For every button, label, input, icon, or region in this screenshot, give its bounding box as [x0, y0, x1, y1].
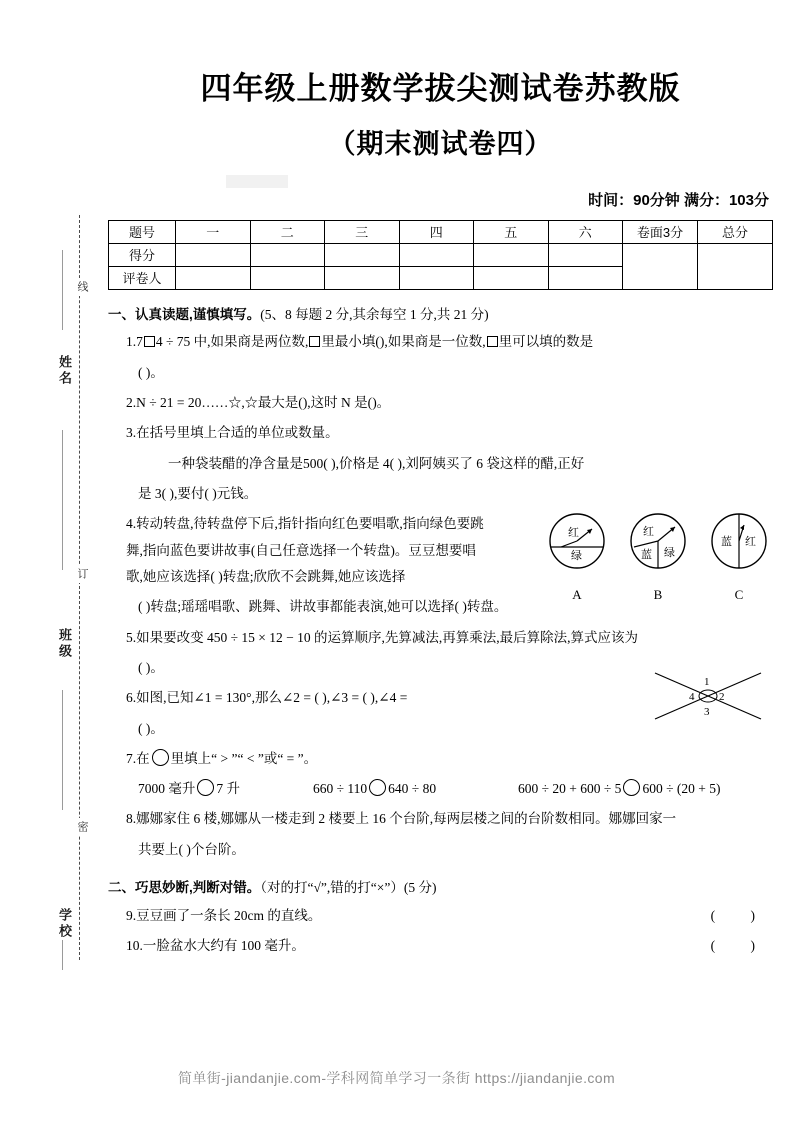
spinner-a-icon	[547, 511, 607, 571]
question-7-comparisons	[108, 776, 773, 802]
question-1-number: 1.	[126, 334, 137, 350]
comparison-2	[518, 776, 720, 802]
score-cell: 二	[250, 220, 325, 243]
seal-rule-3	[62, 690, 63, 810]
score-cell[interactable]	[548, 266, 623, 289]
fill-circle-icon[interactable]	[197, 779, 214, 796]
table-row	[109, 220, 773, 243]
question-4-line1: 转动转盘,待转盘停下后,指针指向红色要唱歌,指向绿色要跳	[136, 516, 484, 532]
comparison-1-right: 640 ÷ 80	[388, 781, 437, 797]
question-1-text-c: 里最小填(	[321, 334, 380, 350]
question-8-line1: 娜娜家住 6 楼,娜娜从一楼走到 2 楼要上 16 个台阶,每两层楼之间的台阶数相同。娜娜回家一	[136, 811, 677, 827]
score-header-cover: 卷面3分	[623, 220, 698, 243]
question-4-number: 4.	[126, 516, 137, 532]
question-5-line2[interactable]: ( )。	[138, 659, 164, 675]
spinner-c-icon	[709, 511, 769, 571]
angle-label-1: 1	[704, 676, 710, 689]
score-cell[interactable]	[548, 243, 623, 266]
spinner-a-label: A	[572, 586, 582, 602]
question-6-number: 6.	[126, 690, 137, 706]
score-cell: 六	[548, 220, 623, 243]
question-3-title: 在括号里填上合适的单位或数量。	[136, 425, 339, 441]
score-cell: 三	[325, 220, 400, 243]
question-6-line1[interactable]: 如图,已知∠1 = 130°,那么∠2 = ( ),∠3 = ( ),∠4 =	[136, 690, 408, 706]
field-label-class: 班级	[57, 628, 72, 660]
question-8-number: 8.	[126, 811, 137, 827]
fill-circle-icon[interactable]	[623, 779, 640, 796]
star-icon: ☆	[244, 395, 258, 411]
faded-watermark	[226, 175, 288, 188]
question-3-line3[interactable]: 是 3( ),要付( )元钱。	[138, 486, 258, 501]
score-cell[interactable]	[176, 243, 251, 266]
spinner-b-label: B	[653, 586, 663, 602]
question-2-text-b: ,	[241, 395, 245, 411]
comparison-2-left: 600 ÷ 20 + 600 ÷ 5	[518, 781, 622, 797]
score-cell[interactable]	[399, 243, 474, 266]
score-cell-total[interactable]	[698, 243, 773, 289]
table-row	[109, 243, 773, 266]
fill-box-icon[interactable]	[309, 336, 320, 347]
score-cell[interactable]	[250, 243, 325, 266]
score-cell[interactable]	[474, 266, 549, 289]
fill-box-icon[interactable]	[487, 336, 498, 347]
question-6	[108, 676, 773, 719]
comparison-0	[138, 776, 313, 802]
spinner-b	[624, 511, 692, 607]
fill-circle-icon[interactable]	[152, 749, 169, 766]
seal-rule-2	[62, 430, 63, 570]
spinner-a-sector-0: 红	[568, 527, 579, 540]
spinner-c-label: C	[734, 586, 744, 602]
seal-word-line: 线	[70, 278, 90, 296]
exam-meta: 时间：90分钟 满分：103分	[588, 191, 769, 209]
seal-word-bind: 订	[70, 565, 90, 583]
page-subtitle: （期末测试卷四）	[328, 128, 553, 159]
question-10-text: 一脸盆水大约有 100 毫升。	[142, 937, 305, 953]
question-5-line1: 如果要改变 450 ÷ 15 × 12 − 10 的运算顺序,先算减法,再算乘法,最后算除法,算式应该为	[136, 629, 639, 645]
question-1-line2[interactable]: ( )。	[138, 364, 164, 380]
section-one-heading	[108, 304, 773, 326]
question-2	[108, 390, 773, 416]
question-1-text-a: 7	[136, 334, 143, 350]
score-cell[interactable]	[176, 266, 251, 289]
angle-label-2: 2	[719, 691, 725, 704]
spinner-a	[543, 511, 611, 607]
score-row-label: 得分	[109, 243, 176, 266]
section-one-points: (5、8 每题 2 分,其余每空 1 分,共 21 分)	[260, 306, 489, 322]
seal-dashed-line	[79, 215, 80, 960]
question-7-number: 7.	[126, 750, 137, 766]
score-row-label: 评卷人	[109, 266, 176, 289]
question-2-text-a: N ÷ 21 = 20……	[136, 395, 229, 411]
spinner-b-icon	[628, 511, 688, 571]
angle-label-4: 4	[689, 691, 695, 704]
field-label-school: 学校	[57, 908, 72, 940]
seal-rule-1	[62, 250, 63, 330]
question-1-text-d: ),如果商是一位数,	[379, 334, 486, 350]
question-7-title-a: 在	[136, 750, 150, 766]
score-cell-cover[interactable]	[623, 243, 698, 289]
question-10-answer-blank[interactable]: ( )	[710, 937, 771, 953]
spinner-b-sector-1: 蓝	[641, 549, 652, 562]
section-two-heading	[108, 877, 773, 899]
page-title: 四年级上册数学拔尖测试卷苏教版	[200, 71, 681, 106]
question-1	[108, 329, 773, 355]
spinner-b-sector-0: 红	[643, 526, 654, 539]
score-row-label: 题号	[109, 220, 176, 243]
score-cell: 四	[399, 220, 474, 243]
score-cell[interactable]	[399, 266, 474, 289]
section-two-title: 二、巧思妙断,判断对错。	[108, 880, 261, 896]
spinner-c	[705, 511, 773, 607]
fill-circle-icon[interactable]	[369, 779, 386, 796]
question-5-number: 5.	[126, 629, 137, 645]
comparison-1	[313, 776, 518, 802]
field-label-name: 姓名	[57, 355, 72, 387]
question-9-number: 9.	[126, 907, 137, 923]
section-two-points: （对的打“√”,错的打“×”）(5 分)	[260, 880, 437, 896]
comparison-2-right: 600 ÷ (20 + 5)	[642, 781, 721, 797]
score-cell[interactable]	[250, 266, 325, 289]
question-4-text	[126, 511, 546, 590]
question-2-text-d: ),这时 N 是(	[302, 395, 373, 411]
footer-watermark: 简单街-jiandanjie.com-学科网简单学习一条街 https://jiandanjie.com	[177, 1070, 616, 1086]
seal-word-secret: 密	[70, 818, 90, 836]
score-cell: 一	[176, 220, 251, 243]
question-9-text: 豆豆画了一条长 20cm 的直线。	[136, 907, 322, 923]
score-cell: 五	[474, 220, 549, 243]
section-one-title: 一、认真读题,谨慎填写。	[108, 306, 261, 322]
question-10-number: 10.	[126, 937, 143, 953]
question-7-title-b: 里填上“ > ”“ < ”或“ = ”。	[170, 750, 318, 766]
question-2-text-c: 最大是(	[257, 395, 303, 411]
spinner-c-sector-0: 蓝	[721, 536, 732, 549]
question-3-number: 3.	[126, 425, 137, 441]
question-1-text-e: 里可以填的数是	[498, 334, 594, 350]
spinner-figures	[543, 511, 773, 607]
question-8	[108, 806, 773, 832]
question-3	[108, 420, 773, 446]
question-7	[108, 746, 773, 772]
seal-rule-4	[62, 940, 63, 970]
comparison-0-left: 7000 毫升	[138, 781, 196, 797]
question-2-text-e: )。	[372, 395, 391, 411]
score-cell[interactable]	[325, 243, 400, 266]
score-header-total: 总分	[698, 220, 773, 243]
question-4-line4[interactable]: ( )转盘;瑶瑶唱歌、跳舞、讲故事都能表演,她可以选择( )转盘。	[138, 599, 508, 615]
question-4-line3[interactable]: 歌,她应该选择( )转盘;欣欣不会跳舞,她应该选择	[126, 568, 406, 584]
spinner-b-sector-2: 绿	[664, 547, 675, 560]
question-8-line2[interactable]: 共要上( )个台阶。	[138, 841, 245, 857]
question-4	[108, 511, 773, 602]
score-cell[interactable]	[325, 266, 400, 289]
exam-page	[108, 0, 773, 1122]
question-9	[108, 903, 773, 929]
question-4-line2: 舞,指向蓝色要讲故事(自己任意选择一个转盘)。豆豆想要唱	[126, 542, 476, 558]
seal-margin	[0, 0, 100, 1122]
fill-box-icon[interactable]	[144, 336, 155, 347]
question-5	[108, 625, 773, 651]
angle-label-3: 3	[704, 706, 710, 719]
comparison-1-left: 660 ÷ 110	[313, 781, 368, 797]
question-6-line2[interactable]: ( )。	[138, 720, 164, 736]
spinner-a-sector-1: 绿	[571, 550, 582, 563]
star-icon: ☆	[228, 395, 242, 411]
question-9-answer-blank[interactable]: ( )	[710, 907, 771, 923]
question-3-line2[interactable]: 一种袋装醋的净含量是500( ),价格是 4( ),刘阿姨买了 6 袋这样的醋,正好	[168, 455, 585, 471]
question-2-number: 2.	[126, 395, 137, 411]
score-table	[108, 220, 773, 290]
spinner-c-sector-1: 红	[745, 536, 756, 549]
question-10	[108, 933, 773, 959]
question-1-text-b: 4 ÷ 75 中,如果商是两位数,	[155, 334, 309, 350]
comparison-0-right: 7 升	[216, 781, 240, 797]
score-cell[interactable]	[474, 243, 549, 266]
